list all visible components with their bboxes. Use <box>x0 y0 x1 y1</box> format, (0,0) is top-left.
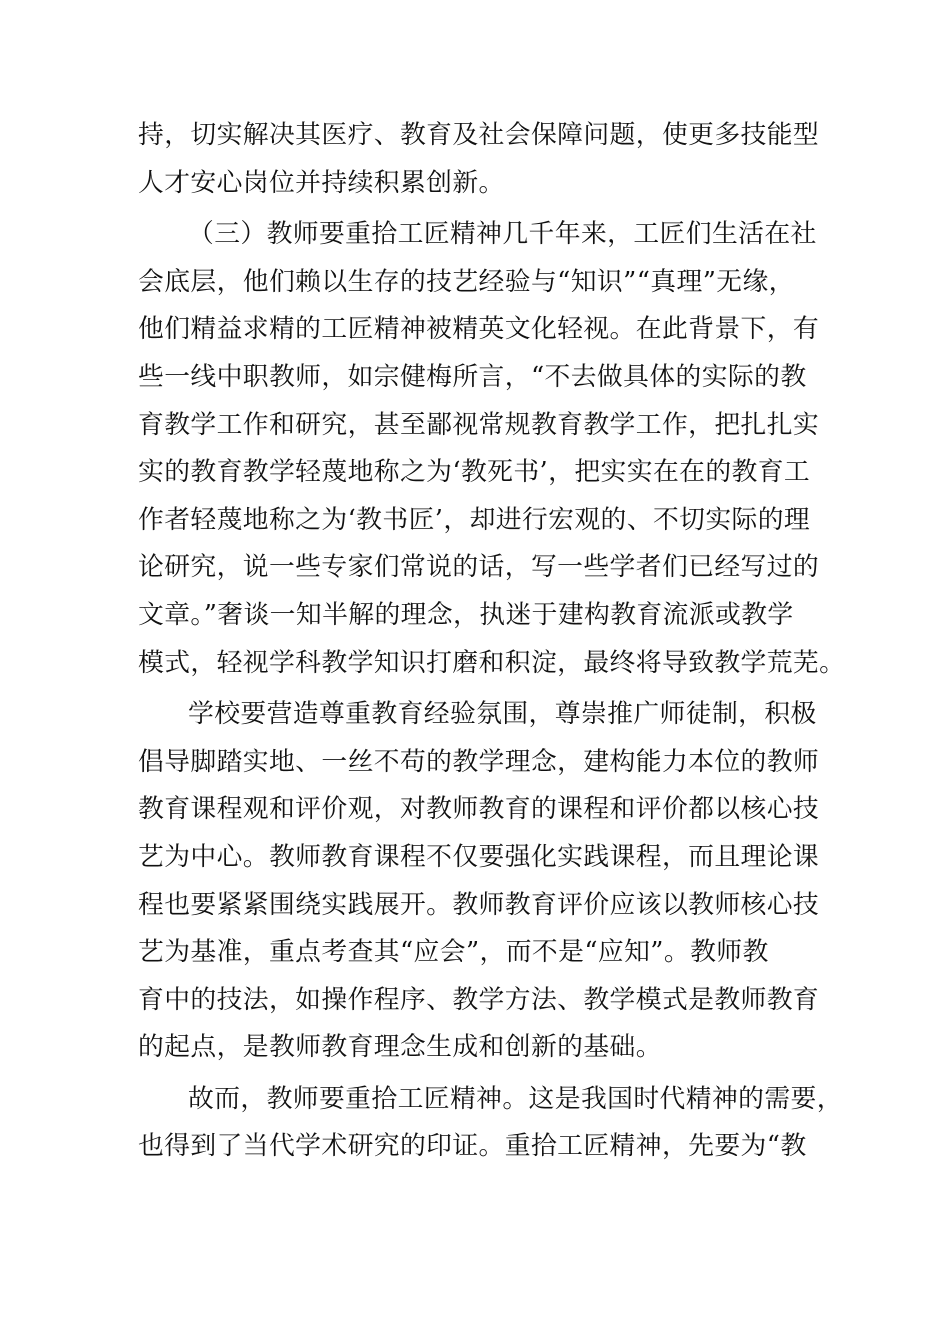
text-line: 学校要营造尊重教育经验氛围，尊崇推广师徒制，积极 <box>188 699 817 730</box>
text-line: 倡导脚踏实地、一丝不苟的教学理念，建构能力本位的教师 <box>138 746 820 777</box>
paragraph-school <box>138 691 820 1072</box>
text-line: 些一线中职教师，如宗健梅所言，“不去做具体的实际的教 <box>138 361 807 392</box>
text-line: 艺为中心。教师教育课程不仅要强化实践课程，而且理论课 <box>138 841 820 872</box>
text-line: 艺为基准，重点考查其“应会”，而不是“应知”。教师教 <box>138 937 769 968</box>
text-line: 教育课程观和评价观，对教师教育的课程和评价都以核心技 <box>138 794 820 825</box>
text-line: 也得到了当代学术研究的印证。重拾工匠精神，先要为“教 <box>138 1131 807 1162</box>
text-line: 的起点，是教师教育理念生成和创新的基础。 <box>138 1032 662 1063</box>
paragraph-conclusion <box>138 1076 843 1171</box>
text-line: 育中的技法，如操作程序、教学方法、教学模式是教师教育 <box>138 984 820 1015</box>
text-line: 实的教育教学轻蔑地称之为‘教死书’，把实实在在的教育工 <box>138 457 811 488</box>
text-line: 育教学工作和研究，甚至鄙视常规教育教学工作，把扎扎实 <box>138 409 820 440</box>
text-line: 文章。”奢谈一知半解的理念，执迷于建构教育流派或教学 <box>138 599 794 630</box>
paragraph-continuation <box>138 112 820 207</box>
text-line: （三）教师要重拾工匠精神几千年来，工匠们生活在社 <box>188 219 817 250</box>
paragraph-section-three <box>138 211 846 687</box>
text-line: 故而，教师要重拾工匠精神。这是我国时代精神的需要， <box>188 1083 843 1114</box>
text-line: 他们精益求精的工匠精神被精英文化轻视。在此背景下，有 <box>138 314 820 345</box>
text-line: 论研究，说一些专家们常说的话，写一些学者们已经写过的 <box>138 552 820 583</box>
text-line: 作者轻蔑地称之为‘教书匠’，却进行宏观的、不切实际的理 <box>138 504 811 535</box>
body-text <box>138 112 846 1171</box>
text-line: 会底层，他们赖以生存的技艺经验与“知识”“真理”无缘， <box>138 266 795 297</box>
text-line: 模式，轻视学科教学知识打磨和积淀，最终将导致教学荒芜。 <box>138 647 846 678</box>
text-line: 人才安心岗位并持续积累创新。 <box>138 167 505 198</box>
text-line: 程也要紧紧围绕实践展开。教师教育评价应该以教师核心技 <box>138 889 820 920</box>
text-line: 持，切实解决其医疗、教育及社会保障问题，使更多技能型 <box>138 120 820 150</box>
